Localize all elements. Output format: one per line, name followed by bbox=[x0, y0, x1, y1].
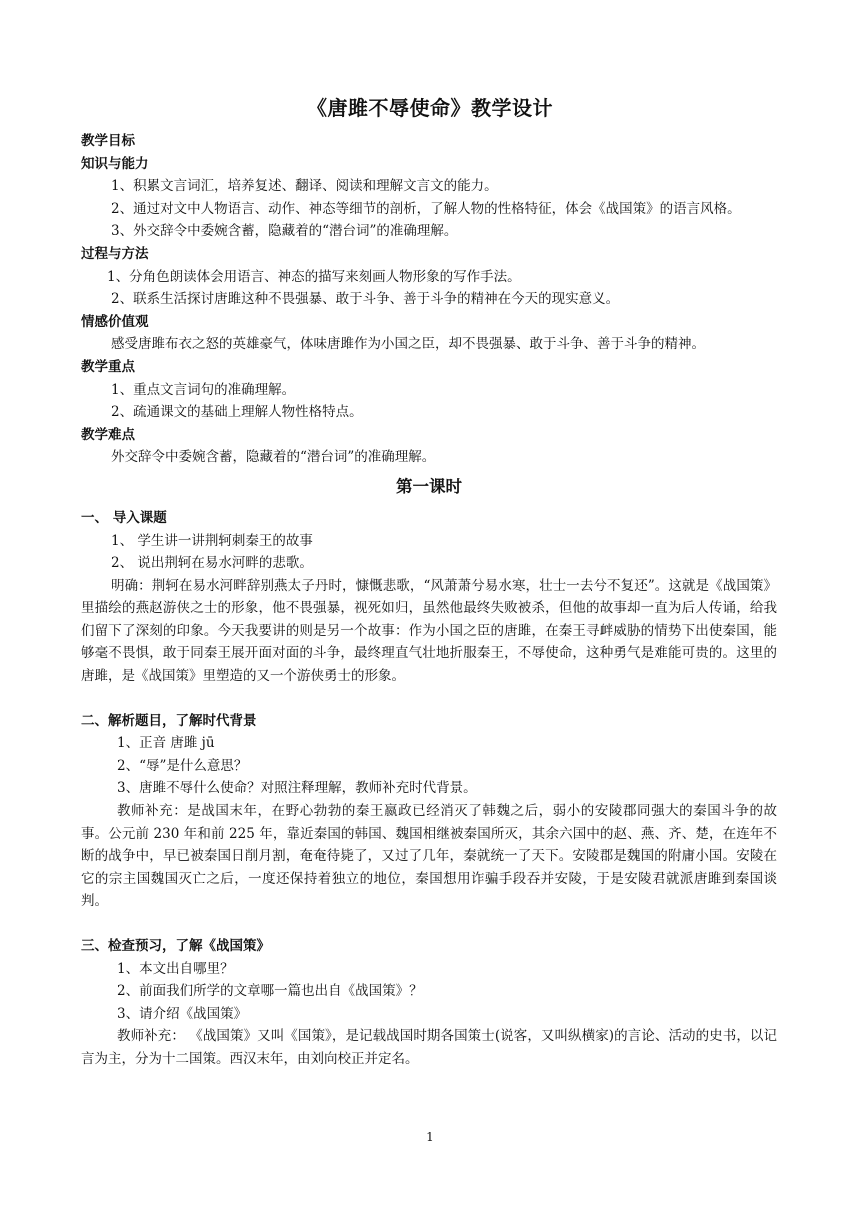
paragraph-gap bbox=[81, 688, 777, 710]
document-body bbox=[81, 130, 777, 1071]
part-two-item: 1、正音 唐雎 jū bbox=[117, 735, 215, 752]
teaching-goals-heading: 教学目标 bbox=[81, 133, 135, 149]
key-point-item: 2、疏通课文的基础上理解人物性格特点。 bbox=[111, 404, 363, 421]
part-three-supplement: 教师补充： 《战国策》又叫《国策》，是记载战国时期各国策士(说客，又叫纵横家)的言论、活动的史书，以记言为主，分为十二国策。西汉末年，由刘向校正并定名。 bbox=[81, 1028, 777, 1067]
document-title: 《唐雎不辱使命》教学设计 bbox=[307, 96, 553, 120]
emotion-values-heading: 情感价值观 bbox=[81, 313, 149, 330]
part-two-item: 2、“辱”是什么意思？ bbox=[117, 757, 248, 774]
part-two-heading: 二、解析题目，了解时代背景 bbox=[81, 712, 257, 729]
part-one-heading: 一、 导入课题 bbox=[81, 509, 167, 526]
knowledge-item: 2、通过对文中人物语言、动作、神态等细节的剖析，了解人物的性格特征，体会《战国策》的语言风格。 bbox=[111, 200, 741, 217]
part-three-item: 3、请介绍《战国策》 bbox=[117, 1005, 248, 1022]
knowledge-item: 3、外交辞令中委婉含蓄，隐藏着的“潜台词”的准确理解。 bbox=[111, 223, 458, 240]
page-number: 1 bbox=[426, 1130, 434, 1144]
part-one-item: 1、 学生讲一讲荆轲刺秦王的故事 bbox=[111, 532, 313, 549]
lesson-one-heading: 第一课时 bbox=[396, 476, 462, 496]
paragraph-gap bbox=[81, 913, 777, 935]
difficulty-text: 外交辞令中委婉含蓄，隐藏着的“潜台词”的准确理解。 bbox=[111, 449, 436, 466]
knowledge-ability-heading: 知识与能力 bbox=[81, 155, 149, 172]
part-three-item: 2、前面我们所学的文章哪一篇也出自《战国策》？ bbox=[117, 983, 423, 1000]
emotion-values-text: 感受唐雎布衣之怒的英雄豪气，体味唐雎作为小国之臣，却不畏强暴、敢于斗争、善于斗争的精神。 bbox=[111, 336, 705, 353]
process-item: 2、联系生活探讨唐雎这种不畏强暴、敢于斗争、善于斗争的精神在今天的现实意义。 bbox=[111, 291, 620, 308]
process-item: 1、分角色朗读体会用语言、神态的描写来刻画人物形象的写作手法。 bbox=[107, 268, 521, 285]
difficulty-heading: 教学难点 bbox=[81, 426, 135, 443]
part-three-item: 1、本文出自哪里？ bbox=[117, 960, 234, 977]
part-one-item: 2、 说出荆轲在易水河畔的悲歌。 bbox=[111, 555, 313, 572]
process-method-heading: 过程与方法 bbox=[81, 245, 149, 262]
part-two-supplement: 教师补充：是战国末年，在野心勃勃的秦王嬴政已经消灭了韩魏之后，弱小的安陵郡同强大的秦国斗争的故事。公元前 230 年和前 225 年，靠近秦国的韩国、魏国相继被秦国所灭，其余六国中的赵、燕、齐、楚，在连年不断的战争中，早已被秦国日削月割，奄奄待毙了，又过了几年，秦就统一了天下。安陵郡是魏国的附庸小国。安陵在它的宗主国魏国灭亡之后，一度还保持着独立的地位，秦国想用诈骗手段吞并安陵，于是安陵君就派唐雎到秦国谈判。 bbox=[81, 803, 777, 910]
part-one-explanation: 明确：荆轲在易水河畔辞别燕太子丹时，慷慨悲歌，“风萧萧兮易水寒，壮士一去兮不复还”。这就是《战国策》里描绘的燕赵游侠之士的形象，他不畏强暴，视死如归，虽然他最终失败被杀，但他的故事却一直为后人传诵，给我们留下了深刻的印象。今天我要讲的则是另一个故事：作为小国之臣的唐雎，在秦王寻衅威胁的情势下出使秦国，能够毫不畏惧，敢于同秦王展开面对面的斗争，最终理直气壮地折服秦王，不辱使命，这种勇气是难能可贵的。这里的唐雎，是《战国策》里塑造的又一个游侠勇士的形象。 bbox=[81, 577, 777, 685]
key-point-item: 1、重点文言词句的准确理解。 bbox=[111, 381, 296, 398]
key-points-heading: 教学重点 bbox=[81, 358, 135, 375]
knowledge-item: 1、积累文言词汇，培养复述、翻译、阅读和理解文言文的能力。 bbox=[111, 178, 498, 195]
part-three-heading: 三、检查预习，了解《战国策》 bbox=[81, 938, 270, 954]
part-two-item: 3、唐雎不辱什么使命？对照注释理解，教师补充时代背景。 bbox=[117, 780, 477, 797]
